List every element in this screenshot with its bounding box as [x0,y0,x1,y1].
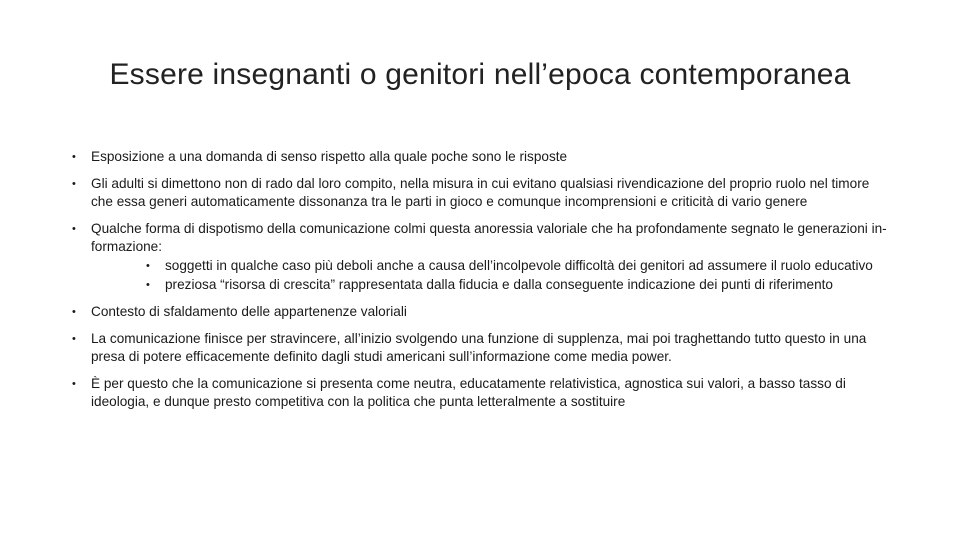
bullet-item: • È per questo che la comunicazione si presenta come neutra, educatamente relativistica, agnostica sui valori, a basso tasso di ideologia, e dunque presto competitiva con la politica che punta letteralmente a sostituire [72,375,892,411]
slide-body [72,148,892,420]
bullet-text: Qualche forma di dispotismo della comunicazione colmi questa anoressia valoriale che ha profondamente segnato le generazioni in-formazione: [91,221,887,254]
bullet-list [72,148,892,411]
slide-title: Essere insegnanti o genitori nell’epoca contemporanea [109,58,851,91]
sub-bullet-item: • soggetti in qualche caso più deboli anche a causa dell’incolpevole difficoltà dei genitori ad assumere il ruolo educativo [146,257,892,275]
bullet-item [72,220,892,294]
sub-bullet-list [91,257,892,294]
bullet-item: • Esposizione a una domanda di senso rispetto alla quale poche sono le risposte [72,148,892,166]
bullet-item: • Contesto di sfaldamento delle appartenenze valoriali [72,303,892,321]
bullet-item: • Gli adulti si dimettono non di rado dal loro compito, nella misura in cui evitano qualsiasi rivendicazione del proprio ruolo nel timore che essa generi automaticamente dissonanza tra le parti in gioco e comunque incomprensioni e criticità di vario genere [72,175,892,211]
bullet-item: • La comunicazione finisce per stravincere, all’inizio svolgendo una funzione di supplenza, mai poi traghettando tutto questo in una presa di potere efficacemente definito dagli studi americani sull’informazione come media power. [72,330,892,366]
sub-bullet-item: • preziosa “risorsa di crescita” rappresentata dalla fiducia e dalla conseguente indicazione dei punti di riferimento [146,276,892,294]
